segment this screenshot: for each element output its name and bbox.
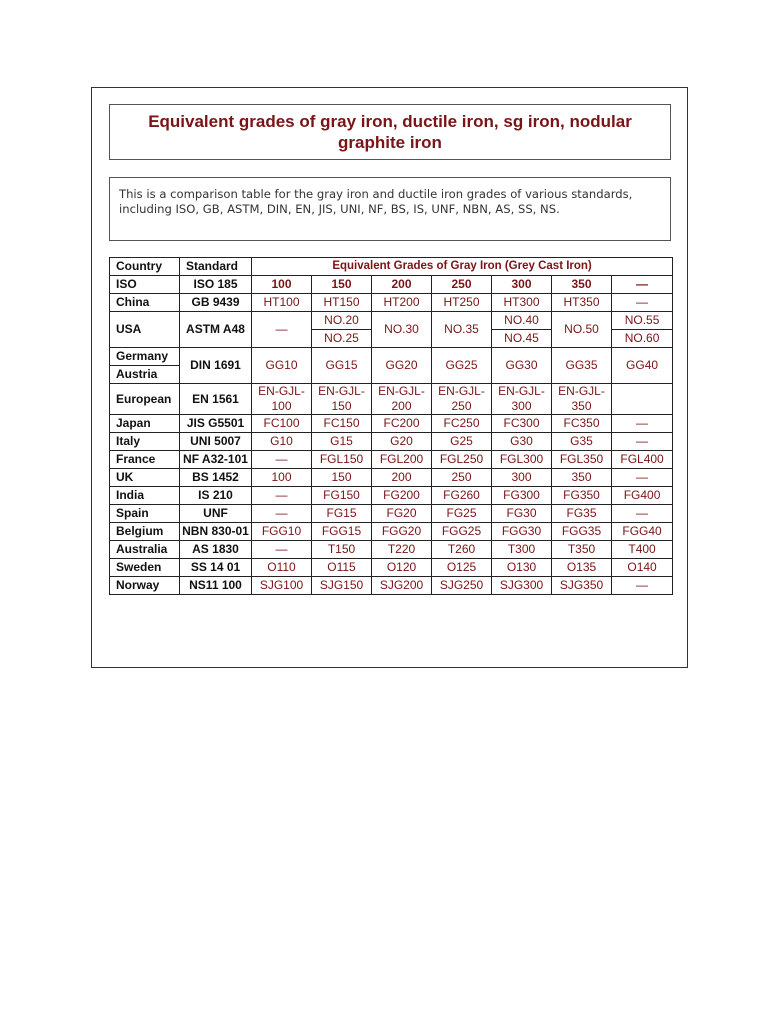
grade-cell: GG10: [252, 348, 312, 384]
grade-cell: EN-GJL-350: [552, 384, 612, 415]
grade-cell: 300: [492, 469, 552, 487]
grade-cell: —: [252, 541, 312, 559]
country-cell: Belgium: [110, 523, 180, 541]
grade-cell: 350: [552, 469, 612, 487]
grade-cell: GG30: [492, 348, 552, 384]
grade-cell: GG15: [312, 348, 372, 384]
grade-cell: FGG40: [612, 523, 673, 541]
country-cell: Germany: [110, 348, 180, 366]
grade-cell: EN-GJL-100: [252, 384, 312, 415]
grade-cell: FC200: [372, 415, 432, 433]
table-row-france: [110, 451, 673, 469]
grade-cell: GG40: [612, 348, 673, 384]
grade-cell: —: [612, 469, 673, 487]
table-row-germany: [110, 348, 673, 366]
grade-cell: O115: [312, 559, 372, 577]
country-cell: France: [110, 451, 180, 469]
grade-cell: FG300: [492, 487, 552, 505]
standard-cell: EN 1561: [180, 384, 252, 415]
grade-cell: FGG10: [252, 523, 312, 541]
table-row-sweden: [110, 559, 673, 577]
page-title: [109, 104, 671, 160]
grade-cell: G30: [492, 433, 552, 451]
country-cell: Australia: [110, 541, 180, 559]
table-row-india: [110, 487, 673, 505]
standard-cell: BS 1452: [180, 469, 252, 487]
country-cell: India: [110, 487, 180, 505]
grade-cell: [612, 384, 673, 415]
grade-cell: FGL150: [312, 451, 372, 469]
description-text: This is a comparison table for the gray iron and ductile iron grades of various standards, including ISO, GB, ASTM, DIN, EN, JIS, UNI, NF, BS, IS, UNF, NBN, AS, SS, NS.: [119, 187, 633, 216]
grade-cell: G25: [432, 433, 492, 451]
table-row-china: [110, 294, 673, 312]
grade-cell: FGG15: [312, 523, 372, 541]
grade-cell: FG150: [312, 487, 372, 505]
grade-cell: HT150: [312, 294, 372, 312]
grade-cell: NO.35: [432, 312, 492, 348]
country-cell: Sweden: [110, 559, 180, 577]
grade-cell: FGG20: [372, 523, 432, 541]
grade-cell: FGL200: [372, 451, 432, 469]
grade-cell: —: [252, 451, 312, 469]
grade-cell: G20: [372, 433, 432, 451]
table-header-row: [110, 258, 673, 276]
table-row-italy: [110, 433, 673, 451]
grade-cell: SJG200: [372, 577, 432, 595]
grade-cell: FGL300: [492, 451, 552, 469]
grade-cell: NO.55: [612, 312, 673, 330]
country-cell: Norway: [110, 577, 180, 595]
standard-cell: NF A32-101: [180, 451, 252, 469]
grade-cell: FC100: [252, 415, 312, 433]
grade-cell: GG25: [432, 348, 492, 384]
country-cell: Austria: [110, 366, 180, 384]
grade-cell: 200: [372, 276, 432, 294]
grade-cell: 300: [492, 276, 552, 294]
standard-cell: GB 9439: [180, 294, 252, 312]
standard-cell: NBN 830-01: [180, 523, 252, 541]
grade-cell: HT200: [372, 294, 432, 312]
grade-cell: FGL250: [432, 451, 492, 469]
grade-cell: FGL400: [612, 451, 673, 469]
grade-cell: —: [252, 487, 312, 505]
standard-cell: DIN 1691: [180, 348, 252, 384]
country-cell: China: [110, 294, 180, 312]
header-equivalent-grades: Equivalent Grades of Gray Iron (Grey Cast Iron): [252, 258, 673, 276]
grade-cell: FG35: [552, 505, 612, 523]
grade-cell: 350: [552, 276, 612, 294]
grade-cell: —: [252, 312, 312, 348]
grade-cell: GG20: [372, 348, 432, 384]
table-row-japan: [110, 415, 673, 433]
grade-cell: —: [252, 505, 312, 523]
grade-cell: FG350: [552, 487, 612, 505]
header-standard: Standard: [180, 258, 252, 276]
grade-cell: O140: [612, 559, 673, 577]
grade-cell: FG200: [372, 487, 432, 505]
grade-cell: T350: [552, 541, 612, 559]
grade-cell: FC300: [492, 415, 552, 433]
standard-cell: UNF: [180, 505, 252, 523]
grade-cell: HT300: [492, 294, 552, 312]
grade-cell: SJG350: [552, 577, 612, 595]
grade-cell: FC350: [552, 415, 612, 433]
standard-cell: IS 210: [180, 487, 252, 505]
grade-cell: FG30: [492, 505, 552, 523]
grade-cell: EN-GJL-250: [432, 384, 492, 415]
grade-cell: O125: [432, 559, 492, 577]
grade-cell: NO.25: [312, 330, 372, 348]
country-cell: Japan: [110, 415, 180, 433]
grade-cell: FG25: [432, 505, 492, 523]
grade-cell: FG400: [612, 487, 673, 505]
grade-cell: O135: [552, 559, 612, 577]
grade-cell: FC250: [432, 415, 492, 433]
country-cell: Italy: [110, 433, 180, 451]
table-row-belgium: [110, 523, 673, 541]
grade-cell: FG20: [372, 505, 432, 523]
grade-cell: SJG150: [312, 577, 372, 595]
grade-cell: EN-GJL-200: [372, 384, 432, 415]
grade-cell: 200: [372, 469, 432, 487]
grade-cell: —: [612, 294, 673, 312]
grade-cell: GG35: [552, 348, 612, 384]
grade-cell: FGG25: [432, 523, 492, 541]
grade-cell: O120: [372, 559, 432, 577]
grade-cell: SJG100: [252, 577, 312, 595]
grade-cell: NO.50: [552, 312, 612, 348]
grade-cell: 250: [432, 469, 492, 487]
grade-cell: FG260: [432, 487, 492, 505]
table-row-usa: [110, 312, 673, 330]
grade-cell: T400: [612, 541, 673, 559]
grade-cell: EN-GJL-300: [492, 384, 552, 415]
standard-cell: ISO 185: [180, 276, 252, 294]
standard-cell: ASTM A48: [180, 312, 252, 348]
grade-cell: HT100: [252, 294, 312, 312]
grade-cell: NO.30: [372, 312, 432, 348]
grade-cell: NO.45: [492, 330, 552, 348]
grade-cell: HT350: [552, 294, 612, 312]
standard-cell: NS11 100: [180, 577, 252, 595]
grade-cell: FGL350: [552, 451, 612, 469]
grade-cell: T300: [492, 541, 552, 559]
table-row-australia: [110, 541, 673, 559]
grade-cell: O130: [492, 559, 552, 577]
grade-cell: T220: [372, 541, 432, 559]
grade-cell: G35: [552, 433, 612, 451]
table-row-uk: [110, 469, 673, 487]
grade-cell: O110: [252, 559, 312, 577]
table-row-iso: [110, 276, 673, 294]
country-cell: Spain: [110, 505, 180, 523]
grade-cell: EN-GJL-150: [312, 384, 372, 415]
title-text: Equivalent grades of gray iron, ductile iron, sg iron, nodular graphite iron: [148, 112, 632, 152]
grade-cell: FGG30: [492, 523, 552, 541]
table-row-spain: [110, 505, 673, 523]
grade-cell: —: [612, 415, 673, 433]
standard-cell: JIS G5501: [180, 415, 252, 433]
grade-cell: SJG250: [432, 577, 492, 595]
grade-cell: SJG300: [492, 577, 552, 595]
grade-cell: 100: [252, 469, 312, 487]
grades-table: [109, 257, 673, 595]
grade-cell: 150: [312, 276, 372, 294]
country-cell: European: [110, 384, 180, 415]
grade-cell: 250: [432, 276, 492, 294]
grade-cell: G10: [252, 433, 312, 451]
grade-cell: 150: [312, 469, 372, 487]
grade-cell: NO.40: [492, 312, 552, 330]
standard-cell: SS 14 01: [180, 559, 252, 577]
description-box: [109, 177, 671, 241]
header-country: Country: [110, 258, 180, 276]
grade-cell: 100: [252, 276, 312, 294]
grade-cell: —: [612, 577, 673, 595]
grade-cell: FG15: [312, 505, 372, 523]
grade-cell: —: [612, 433, 673, 451]
grade-cell: NO.60: [612, 330, 673, 348]
grade-cell: FGG35: [552, 523, 612, 541]
country-cell: UK: [110, 469, 180, 487]
grade-cell: NO.20: [312, 312, 372, 330]
grade-cell: G15: [312, 433, 372, 451]
standard-cell: UNI 5007: [180, 433, 252, 451]
country-cell: USA: [110, 312, 180, 348]
grade-cell: —: [612, 276, 673, 294]
grade-cell: HT250: [432, 294, 492, 312]
grade-cell: T260: [432, 541, 492, 559]
country-cell: ISO: [110, 276, 180, 294]
grade-cell: —: [612, 505, 673, 523]
standard-cell: AS 1830: [180, 541, 252, 559]
table-row-european: [110, 384, 673, 415]
grade-cell: T150: [312, 541, 372, 559]
table-row-norway: [110, 577, 673, 595]
grade-cell: FC150: [312, 415, 372, 433]
